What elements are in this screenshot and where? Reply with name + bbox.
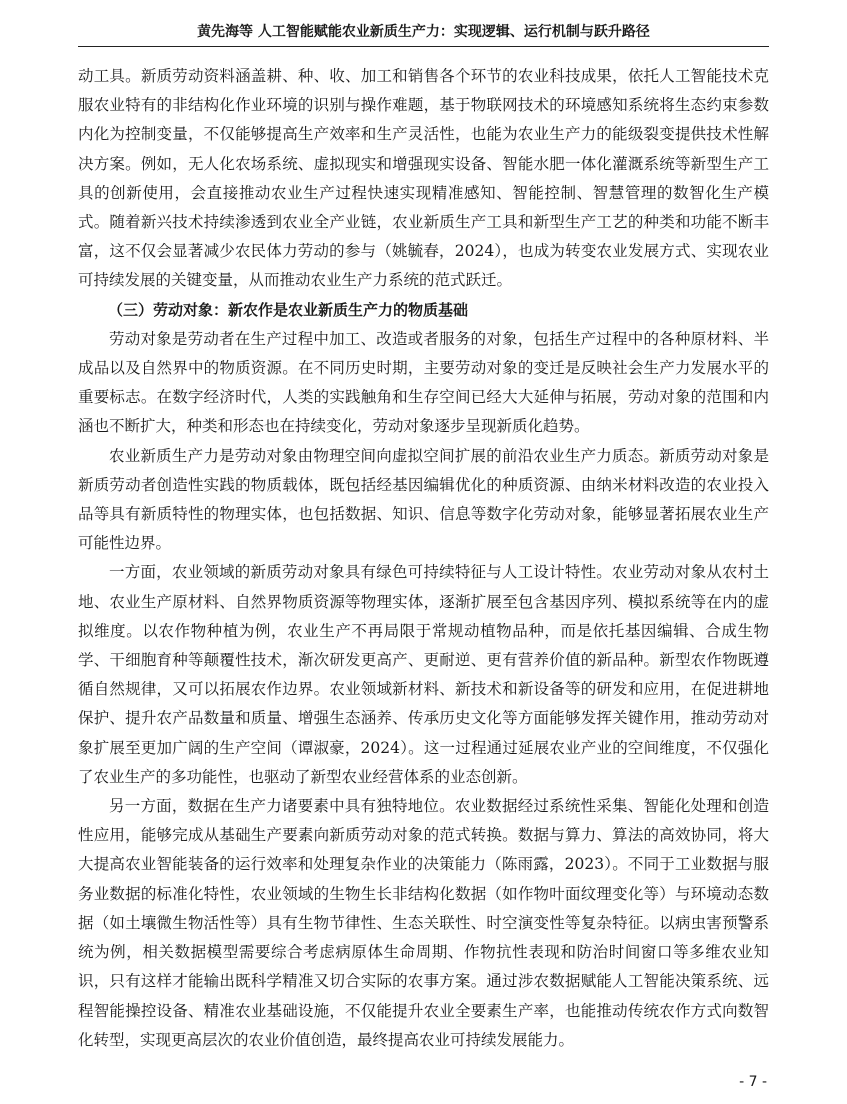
paragraph: 农业新质生产力是劳动对象由物理空间向虚拟空间扩展的前沿农业生产力质态。新质劳动对象是新质劳动者创造性实践的物质载体，既包括经基因编辑优化的种质资源、由纳米材料改造的农业投入品等具有新质特性的物理实体，也包括数据、知识、信息等数字化劳动对象，能够显著拓展农业生产可能性边界。 — [78, 446, 769, 553]
section-heading: （三）劳动对象：新农作是农业新质生产力的物质基础 — [108, 300, 469, 319]
paragraph: 一方面，农业领域的新质劳动对象具有绿色可持续特征与人工设计特性。农业劳动对象从农村土地、农业生产原材料、自然界物质资源等物理实体，逐渐扩展至包含基因序列、模拟系统等在内的虚拟维度。以农作物种植为例，农业生产不再局限于常规动植物品种，而是依托基因编辑、合成生物学、干细胞育种等颠覆性技术，渐次研发更高产、更耐逆、更有营养价值的新品种。新型农作物既遵循自然规律，又可以拓展农作边界。农业领域新材料、新技术和新设备等的研发和应用，在促进耕地保护、提升农产品数量和质量、增强生态涵养、传承历史文化等方面能够发挥关键作用，推动劳动对象扩展至更加广阔的生产空间（谭淑豪，2024）。这一过程通过延展农业产业的空间维度，不仅强化了农业生产的多功能性，也驱动了新型农业经营体系的业态创新。 — [78, 563, 769, 786]
paragraph: 劳动对象是劳动者在生产过程中加工、改造或者服务的对象，包括生产过程中的各种原材料、半成品以及自然界中的物质资源。在不同历史时期，主要劳动对象的变迁是反映社会生产力发展水平的重要标志。在数字经济时代，人类的实践触角和生存空间已经大大延伸与拓展，劳动对象的范围和内涵也不断扩大，种类和形态也在持续变化，劳动对象逐步呈现新质化趋势。 — [78, 329, 769, 436]
paragraph-continued: 动工具。新质劳动资料涵盖耕、种、收、加工和销售各个环节的农业科技成果，依托人工智能技术克服农业特有的非结构化作业环境的识别与操作难题，基于物联网技术的环境感知系统将生态约束参数内化为控制变量，不仅能够提高生产效率和生产灵活性，也能为农业生产力的能级裂变提供技术性解决方案。例如，无人化农场系统、虚拟现实和增强现实设备、智能水肥一体化灌溉系统等新型生产工具的创新使用，会直接推动农业生产过程快速实现精准感知、智能控制、智慧管理的数智化生产模式。随着新兴技术持续渗透到农业全产业链，农业新质生产工具和新型生产工艺的种类和功能不断丰富，这不仅会显著减少农民体力劳动的参与（姚毓春，2024），也成为转变农业发展方式、实现农业可持续发展的关键变量，从而推动农业生产力系统的范式跃迁。 — [78, 67, 769, 290]
page-number: - 7 - — [739, 1074, 767, 1090]
header-divider — [78, 46, 769, 47]
running-header: 黄先海等 人工智能赋能农业新质生产力：实现逻辑、运行机制与跃升路径 — [197, 24, 650, 40]
paragraph: 另一方面，数据在生产力诸要素中具有独特地位。农业数据经过系统性采集、智能化处理和创造性应用，能够完成从基础生产要素向新质劳动对象的范式转换。数据与算力、算法的高效协同，将大大提高农业智能装备的运行效率和处理复杂作业的决策能力（陈雨露，2023）。不同于工业数据与服务业数据的标准化特性，农业领域的生物生长非结构化数据（如作物叶面纹理变化等）与环境动态数据（如土壤微生物活性等）具有生物节律性、生态关联性、时空演变性等复杂特征。以病虫害预警系统为例，相关数据模型需要综合考虑病原体生命周期、作物抗性表现和防治时间窗口等多维农业知识，只有这样才能输出既科学精准又切合实际的农事方案。通过涉农数据赋能人工智能决策系统、远程智能操控设备、精准农业基础设施，不仅能提升农业全要素生产率，也能推动传统农作方式向数智化转型，实现更高层次的农业价值创造，最终提高农业可持续发展能力。 — [78, 797, 769, 1049]
article-body — [78, 62, 769, 1055]
